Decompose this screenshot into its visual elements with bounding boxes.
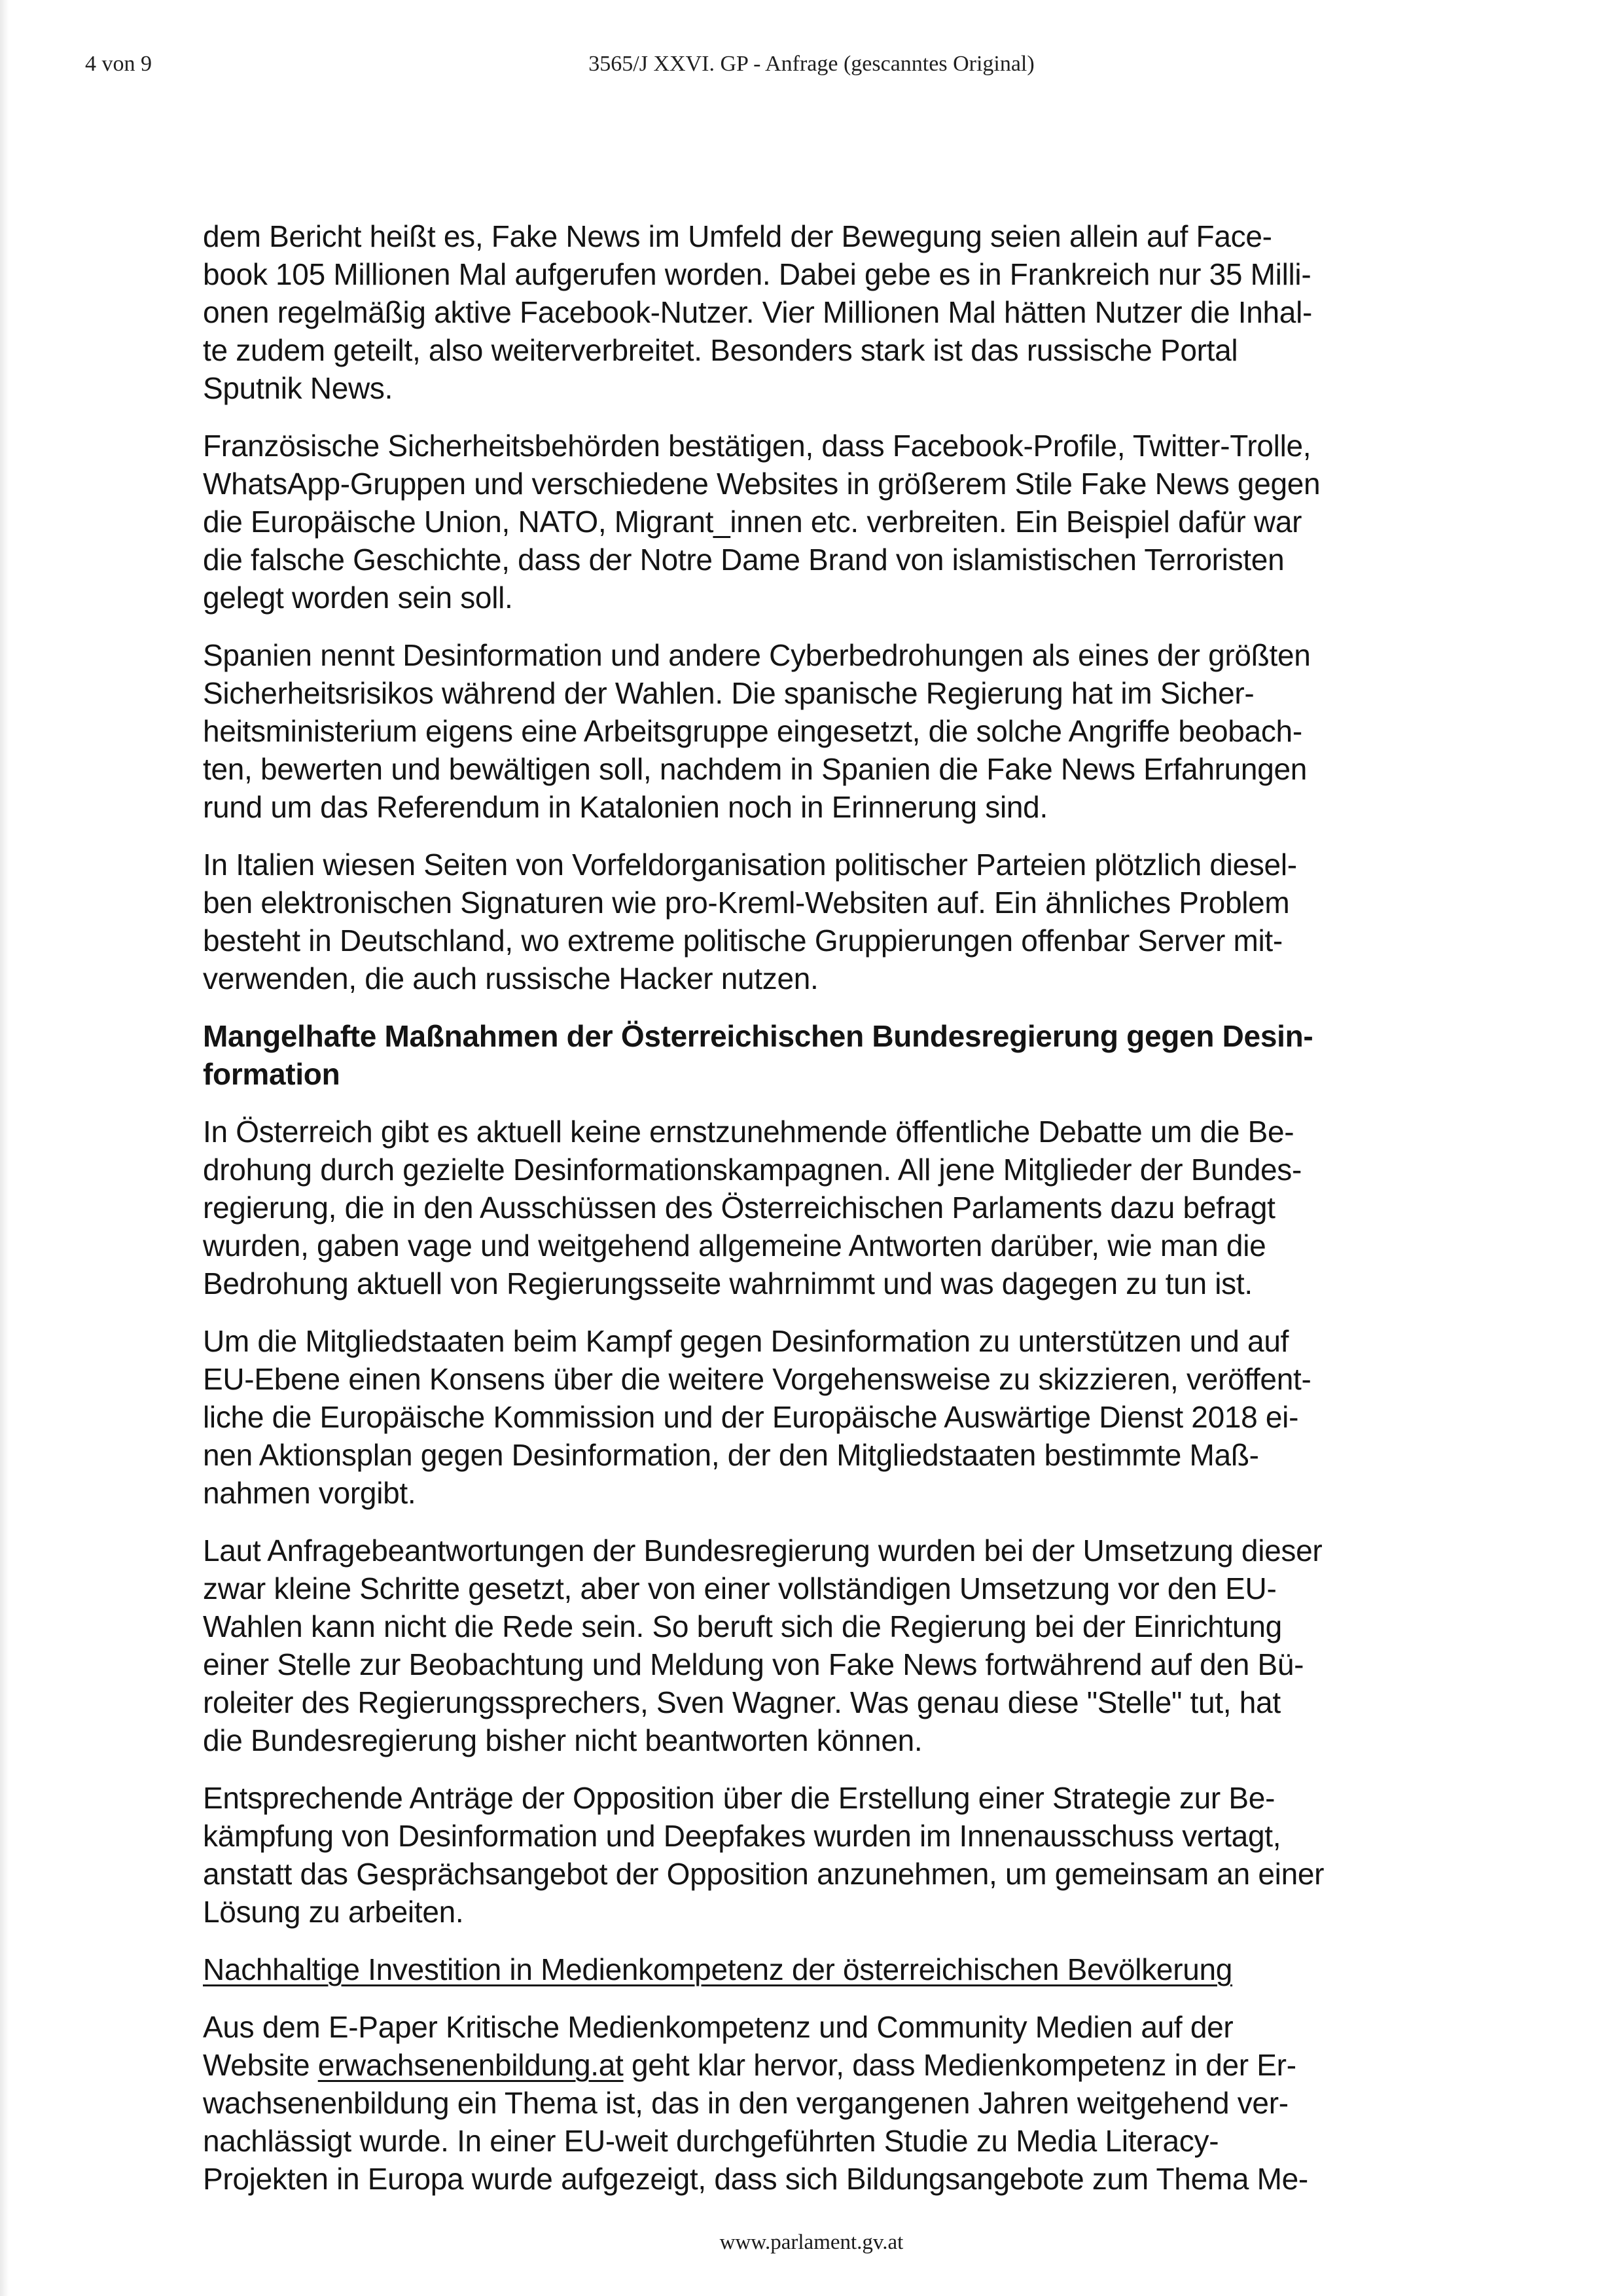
text-line: nahmen vorgibt. [203, 1476, 416, 1510]
text-line: ten, bewerten und bewältigen soll, nachdem in Spanien die Fake News Erfahrungen [203, 752, 1308, 786]
text-line: wachsenenbildung ein Thema ist, das in den vergangenen Jahren weitgehend ver- [203, 2086, 1289, 2120]
paragraph [203, 1532, 1433, 1759]
text-line: anstatt das Gesprächsangebot der Opposition anzunehmen, um gemeinsam an einer [203, 1857, 1325, 1891]
paragraph [203, 846, 1433, 997]
text-line: die Bundesregierung bisher nicht beantworten können. [203, 1723, 923, 1757]
text-line: die Europäische Union, NATO, Migrant_innen etc. verbreiten. Ein Beispiel dafür war [203, 505, 1302, 539]
paragraph [203, 1113, 1433, 1302]
text-line: heitsministerium eigens eine Arbeitsgruppe eingesetzt, die solche Angriffe beobach- [203, 714, 1302, 748]
document-body [203, 217, 1433, 2217]
text-line: te zudem geteilt, also weiterverbreitet. Besonders stark ist das russische Portal [203, 333, 1238, 367]
text-line: EU-Ebene einen Konsens über die weitere Vorgehensweise zu skizzieren, veröffent- [203, 1362, 1311, 1396]
section-heading-underlined [203, 1950, 1433, 1988]
text-line: onen regelmäßig aktive Facebook-Nutzer. Vier Millionen Mal hätten Nutzer die Inhal- [203, 295, 1313, 329]
page-indicator: 4 von 9 [85, 52, 152, 76]
text-line: ben elektronischen Signaturen wie pro-Kreml-Websiten auf. Ein ähnliches Problem [203, 886, 1290, 920]
paragraph [203, 2008, 1433, 2198]
text-line: Sputnik News. [203, 371, 393, 405]
erwachsenenbildung-link[interactable]: erwachsenenbildung.at [317, 2048, 624, 2082]
text-line: book 105 Millionen Mal aufgerufen worden. Dabei gebe es in Frankreich nur 35 Milli- [203, 257, 1311, 291]
text-line: die falsche Geschichte, dass der Notre Dame Brand von islamistischen Terroristen [203, 543, 1285, 577]
text-line: Spanien nennt Desinformation und andere Cyberbedrohungen als eines der größten [203, 638, 1311, 672]
scan-edge-artifact [0, 0, 9, 2296]
text-line: Laut Anfragebeantwortungen der Bundesregierung wurden bei der Umsetzung dieser [203, 1534, 1323, 1568]
text-line: Französische Sicherheitsbehörden bestätigen, dass Facebook-Profile, Twitter-Trolle, [203, 429, 1311, 463]
text-line: WhatsApp-Gruppen und verschiedene Websites in größerem Stile Fake News gegen [203, 467, 1321, 501]
text-line: nen Aktionsplan gegen Desinformation, der den Mitgliedstaaten bestimmte Maß- [203, 1438, 1259, 1472]
text-line: gelegt worden sein soll. [203, 581, 513, 615]
text-line: Bedrohung aktuell von Regierungsseite wahrnimmt und was dagegen zu tun ist. [203, 1266, 1253, 1300]
link-prefix-text: Website [203, 2048, 318, 2082]
link-suffix-text: geht klar hervor, dass Medienkompetenz in der Er- [623, 2048, 1296, 2082]
text-line: drohung durch gezielte Desinformationskampagnen. All jene Mitglieder der Bundes- [203, 1153, 1302, 1187]
text-line: Wahlen kann nicht die Rede sein. So beruft sich die Regierung bei der Einrichtung [203, 1609, 1282, 1643]
text-line: einer Stelle zur Beobachtung und Meldung von Fake News fortwährend auf den Bü- [203, 1647, 1304, 1681]
paragraph [203, 1322, 1433, 1512]
text-line: wurden, gaben vage und weitgehend allgemeine Antworten darüber, wie man die [203, 1229, 1266, 1263]
paragraph [203, 217, 1433, 407]
text-line: Um die Mitgliedstaaten beim Kampf gegen Desinformation zu unterstützen und auf [203, 1324, 1289, 1358]
text-line: liche die Europäische Kommission und der Europäische Auswärtige Dienst 2018 ei- [203, 1400, 1299, 1434]
text-line: verwenden, die auch russische Hacker nutzen. [203, 961, 819, 996]
text-line: Projekten in Europa wurde aufgezeigt, dass sich Bildungsangebote zum Thema Me- [203, 2162, 1308, 2196]
text-line: Lösung zu arbeiten. [203, 1895, 464, 1929]
text-line: zwar kleine Schritte gesetzt, aber von einer vollständigen Umsetzung vor den EU- [203, 1571, 1277, 1605]
heading-line: Nachhaltige Investition in Medienkompetenz der österreichischen Bevölkerung [203, 1952, 1233, 1986]
text-line: kämpfung von Desinformation und Deepfakes wurden im Innenausschuss vertagt, [203, 1819, 1281, 1853]
document-footer [0, 2231, 1623, 2255]
text-line: Entsprechende Anträge der Opposition über die Erstellung einer Strategie zur Be- [203, 1781, 1275, 1815]
text-line: nachlässigt wurde. In einer EU-weit durchgeführten Studie zu Media Literacy- [203, 2124, 1219, 2158]
text-line: besteht in Deutschland, wo extreme politische Gruppierungen offenbar Server mit- [203, 924, 1283, 958]
document-title: 3565/J XXVI. GP - Anfrage (gescanntes Original) [588, 52, 1035, 76]
text-line: regierung, die in den Ausschüssen des Österreichischen Parlaments dazu befragt [203, 1191, 1275, 1225]
text-line: Sicherheitsrisikos während der Wahlen. Die spanische Regierung hat im Sicher- [203, 676, 1255, 710]
text-line: In Italien wiesen Seiten von Vorfeldorganisation politischer Parteien plötzlich diesel- [203, 848, 1297, 882]
document-header [0, 50, 1623, 79]
text-line: rund um das Referendum in Katalonien noch in Erinnerung sind. [203, 790, 1048, 824]
paragraph [203, 427, 1433, 617]
text-line: roleiter des Regierungssprechers, Sven Wagner. Was genau diese "Stelle" tut, hat [203, 1685, 1281, 1719]
section-heading-bold [203, 1017, 1433, 1093]
text-line-with-link [203, 2046, 1433, 2084]
paragraph [203, 1779, 1433, 1931]
paragraph [203, 636, 1433, 826]
parlament-footer-link[interactable]: www.parlament.gv.at [719, 2231, 904, 2254]
heading-line: Mangelhafte Maßnahmen der Österreichischen Bundesregierung gegen Desin- [203, 1019, 1313, 1053]
text-line: In Österreich gibt es aktuell keine ernstzunehmende öffentliche Debatte um die Be- [203, 1115, 1294, 1149]
text-line: Aus dem E-Paper Kritische Medienkompetenz und Community Medien auf der [203, 2010, 1234, 2044]
heading-line: formation [203, 1057, 340, 1091]
text-line: dem Bericht heißt es, Fake News im Umfeld der Bewegung seien allein auf Face- [203, 219, 1272, 253]
